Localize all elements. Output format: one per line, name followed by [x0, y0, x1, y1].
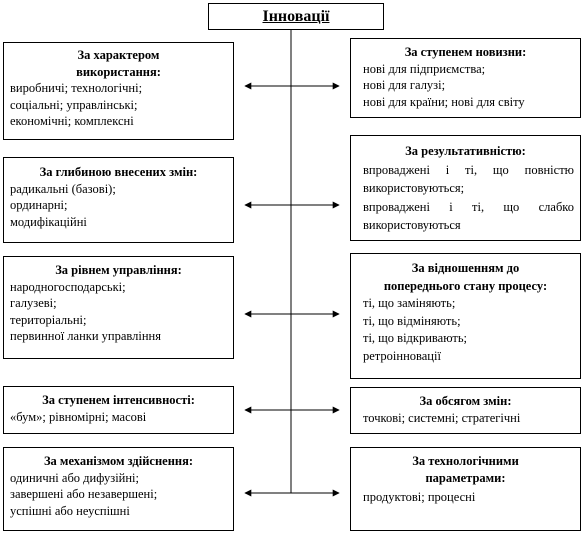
- box-heading: За глибиною внесених змін:: [39, 165, 198, 179]
- box-item: нові для країни; нові для світу: [363, 94, 525, 109]
- box-item: ті, що відміняють;: [363, 313, 461, 328]
- box-item: використовуються;: [363, 181, 465, 195]
- box-previous-state: [350, 253, 581, 379]
- box-heading: За результативністю:: [405, 144, 526, 158]
- diagram-title: Інновації: [262, 8, 330, 25]
- box-item: нові для галузі;: [363, 78, 446, 92]
- box-item: ті, що відкривають;: [363, 331, 468, 345]
- box-management-level: [3, 256, 234, 359]
- box-intensity: [3, 386, 234, 434]
- box-item: виробничі; технологічні;: [10, 81, 143, 95]
- box-item: ті, що заміняють;: [363, 296, 456, 310]
- box-item: завершені або незавершені;: [10, 487, 158, 501]
- box-usage-character: [3, 42, 234, 140]
- box-technological: [350, 447, 581, 531]
- box-heading: За механізмом здійснення:: [43, 454, 194, 468]
- box-heading: За обсягом змін:: [419, 394, 512, 408]
- box-item: народногосподарські;: [10, 279, 126, 294]
- box-item: нові для підприємства;: [363, 61, 486, 76]
- box-item: «бум»; рівномірні; масові: [10, 409, 147, 424]
- box-effectiveness: [350, 135, 581, 241]
- box-heading: За технологічними параметрами:: [412, 454, 519, 485]
- box-heading: За рівнем управління:: [55, 263, 182, 277]
- box-item: економічні; комплексні: [10, 114, 134, 128]
- box-item: впроваджені і ті, що слабко: [363, 199, 574, 214]
- box-heading: За відношенням до попереднього стану процесу:: [383, 261, 548, 293]
- box-item: використовуються: [363, 218, 461, 232]
- box-item: точкові; системні; стратегічні: [363, 410, 521, 425]
- box-change-depth: [3, 157, 234, 243]
- box-novelty: [350, 38, 581, 118]
- box-item: соціальні; управлінські;: [10, 97, 138, 112]
- box-item: одиничні або дифузійні;: [10, 470, 139, 485]
- box-item: успішні або неуспішні: [10, 503, 130, 518]
- box-item: первинної ланки управління: [10, 329, 161, 343]
- box-heading: За ступенем інтенсивності:: [42, 393, 195, 407]
- box-change-scope: [350, 387, 581, 434]
- box-item: модифікаційні: [10, 214, 87, 229]
- box-item: галузеві;: [10, 296, 57, 310]
- box-item: ретроінновації: [363, 348, 441, 363]
- box-heading: За характером використання:: [76, 48, 161, 79]
- box-item: територіальні;: [10, 312, 87, 327]
- box-item: ординарні;: [10, 198, 68, 212]
- box-heading: За ступенем новизни:: [404, 45, 527, 59]
- box-mechanism: [3, 447, 234, 531]
- box-item: продуктові; процесні: [363, 490, 476, 504]
- box-item: радикальні (базові);: [10, 181, 116, 196]
- box-item: впроваджені і ті, що повністю: [363, 162, 574, 177]
- title-box: [208, 3, 384, 30]
